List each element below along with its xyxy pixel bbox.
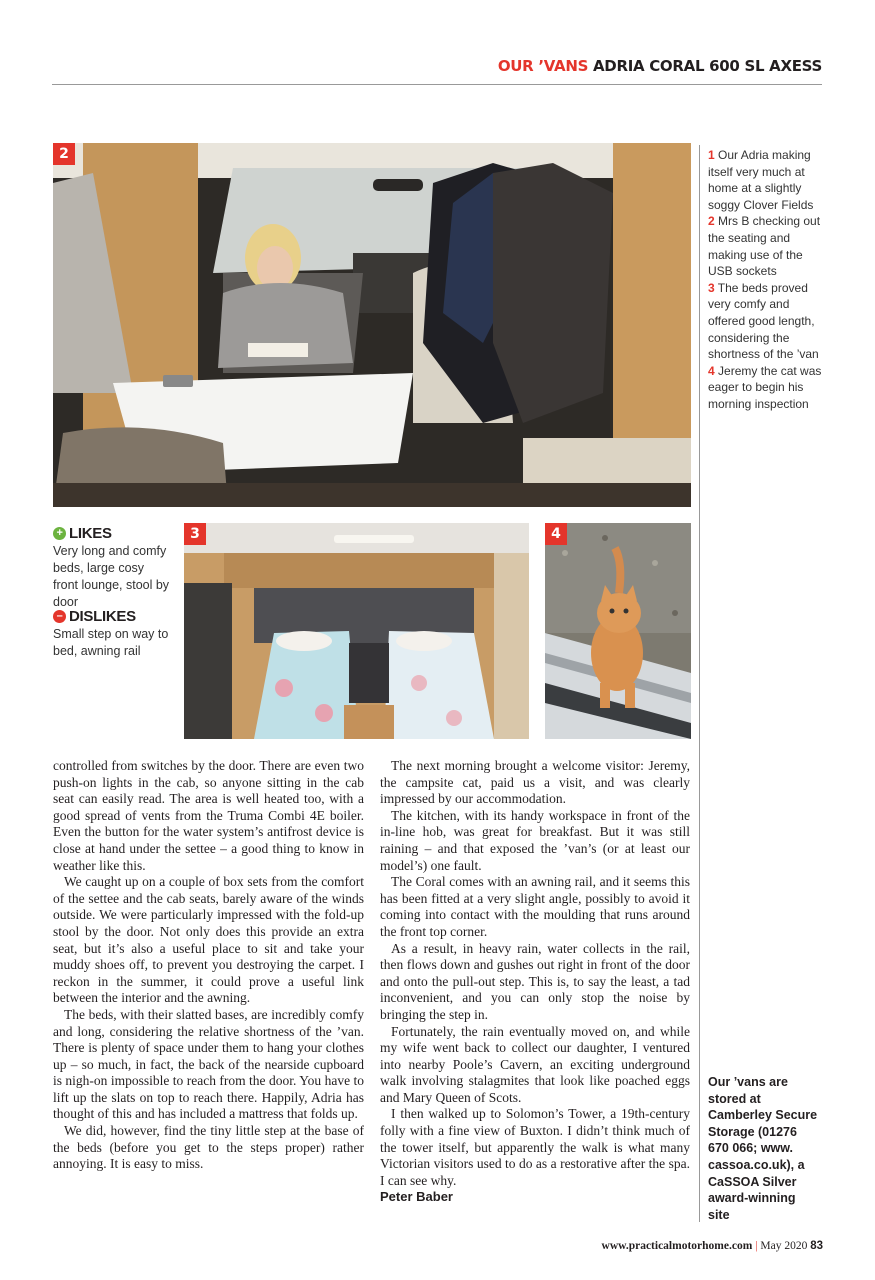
dislikes-title: DISLIKES	[69, 608, 136, 625]
photo-cat	[545, 523, 691, 739]
paragraph: As a result, in heavy rain, water collects in the rail, then flows down and gushes out right in front of the door and onto the pull-out step. This is, to say the least, a tad inconvenient, and you can only stop the noise by bringing the step in.	[380, 940, 690, 1022]
likes-box	[53, 525, 171, 611]
caption-text: Jeremy the cat was eager to begin his morning inspection	[708, 363, 822, 411]
caption-number: 4	[708, 363, 715, 378]
caption-number: 3	[708, 280, 715, 295]
article-column-2	[380, 758, 690, 1206]
section-header	[498, 57, 822, 75]
paragraph: Fortunately, the rain eventually moved on, and while my wife went back to collect our daughter, I ventured into nearby Poole’s Cavern, an exciting underground walk involving stalagmites that look like poached eggs and Mary Queen of Scots.	[380, 1023, 690, 1105]
caption-number: 2	[708, 214, 715, 229]
caption-text: Mrs B checking out the seating and making use of the USB sockets	[708, 214, 821, 279]
paragraph: The next morning brought a welcome visitor: Jeremy, the campsite cat, paid us a visit, and was clearly impressed by our accommodation.	[380, 758, 690, 807]
cab-interior-illustration	[53, 143, 691, 507]
article-title: ADRIA CORAL 600 SL AXESS	[588, 57, 822, 75]
plus-icon: +	[53, 527, 66, 540]
paragraph: I then walked up to Solomon’s Tower, a 19th-century folly with a fine view of Buxton. I didn’t think much of the tower itself, but apparently the walk is what many Victorian visitors used to do as a restorative after the spa. I can see why.	[380, 1106, 690, 1188]
header-rule	[52, 84, 822, 85]
caption-number: 1	[708, 148, 715, 162]
photo-number-badge: 3	[184, 523, 206, 545]
author-byline: Peter Baber	[380, 1189, 453, 1205]
photo-number-badge: 2	[53, 143, 75, 165]
photo-beds	[184, 523, 529, 739]
section-label: OUR ’VANS	[497, 57, 589, 75]
page-footer	[602, 1240, 823, 1252]
paragraph: The kitchen, with its handy workspace in front of the in-line hob, was great for breakfast. But it was still raining – and that exposed the ’van’s (or at least our model’s) one fault.	[380, 807, 690, 873]
photo-captions	[708, 147, 823, 413]
paragraph: We did, however, find the tiny little step at the base of the beds (before you get to the steps proper) rather annoying. It is easy to miss.	[53, 1123, 364, 1172]
beds-illustration	[184, 523, 529, 739]
photo-cab-interior	[53, 143, 691, 507]
likes-title: LIKES	[69, 525, 112, 542]
paragraph: The beds, with their slatted bases, are incredibly comfy and long, considering the relative shortness of the ’van. There is plenty of space under them to hang your clothes up – so much, in fact, the back of the nearside cupboard is nigh-on impossible to reach from the door. You have to lift up the slats on top to reach there. Happily, Adria has thought of this and has included a mattress that folds up.	[53, 1006, 364, 1122]
column-divider	[699, 145, 700, 1222]
minus-icon: –	[53, 610, 66, 623]
footer-separator: |	[752, 1240, 761, 1252]
page-number: 83	[810, 1240, 823, 1252]
caption-text: Our Adria making itself very much at home at a slightly soggy Clover Fields	[708, 148, 814, 212]
caption-text: The beds proved very comfy and offered good length, considering the shortness of the ’van	[708, 280, 819, 362]
paragraph: We caught up on a couple of box sets from the comfort of the settee and the cab seats, barely aware of the winds outside. We were particularly impressed with the fold-up stool by the door. Not only does this provide an extra seat, but it’s also a useful place to sit and take your muddy shoes off, to prevent you destroying the carpet. I reckon in the summer, it could prove a useful link between the interior and the awning.	[53, 874, 364, 1006]
cat-illustration	[545, 523, 691, 739]
storage-note: Our ’vans are stored at Camberley Secure Storage (01276 670 066; www. cassoa.co.uk), a CaSSOA Silver award-winning site	[708, 1075, 818, 1222]
footer-date: May 2020	[760, 1240, 808, 1252]
likes-text: Very long and comfy beds, large cosy front lounge, stool by door	[53, 544, 170, 609]
dislikes-text: Small step on way to bed, awning rail	[53, 627, 169, 658]
photo-number-badge: 4	[545, 523, 567, 545]
paragraph: The Coral comes with an awning rail, and it seems this has been fitted at a very slight angle, possibly to avoid it coming into contact with the moulding that runs around the front top corner.	[380, 874, 690, 939]
article-column-1	[53, 758, 364, 1173]
paragraph: controlled from switches by the door. There are even two push-on lights in the cab, so anyone sitting in the cab seat can easily read. The area is well heated too, with a good spread of vents from the Truma Combi 4E boiler. Even the button for the water system’s antifrost device is close at hand under the settee – a good thing to know in weather like this.	[53, 758, 364, 873]
footer-url: www.practicalmotorhome.com	[601, 1240, 753, 1252]
dislikes-box	[53, 608, 171, 660]
